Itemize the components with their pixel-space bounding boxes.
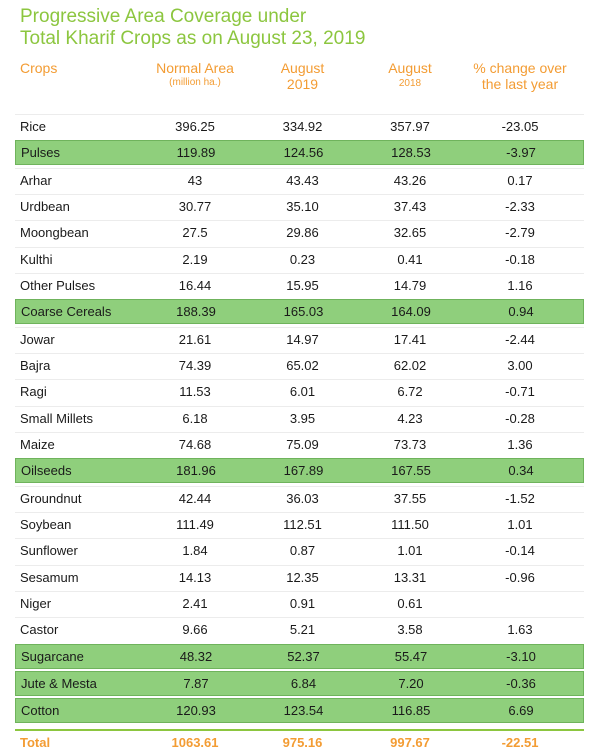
percent-change-cell: -0.71	[505, 384, 535, 400]
table-row-total	[15, 729, 584, 753]
normal-area-cell: 9.66	[182, 622, 208, 638]
august-2018-cell: 4.23	[397, 410, 423, 426]
august-2019-cell: 35.10	[286, 198, 319, 214]
table-row	[15, 194, 584, 219]
header-percent-change	[465, 60, 575, 92]
normal-area-cell: 16.44	[178, 277, 212, 293]
normal-area-cell: 30.77	[178, 198, 212, 214]
header-august-2018	[355, 60, 465, 92]
crop-cell: Kulthi	[20, 251, 53, 267]
august-2018-cell: 116.85	[391, 703, 431, 719]
percent-change-cell: -0.28	[505, 410, 535, 426]
normal-area-cell: 11.53	[179, 384, 211, 400]
table-row	[15, 406, 584, 431]
percent-change-cell: -3.10	[506, 648, 536, 664]
august-2019-cell: 3.95	[289, 410, 316, 426]
percent-change-cell: 1.01	[507, 516, 533, 532]
august-2019-cell: 12.35	[286, 569, 319, 585]
table-row	[15, 617, 584, 642]
header-august-2019-l1: August	[280, 60, 325, 76]
crop-cell: Niger	[20, 595, 52, 611]
percent-change-cell: 0.34	[508, 463, 534, 479]
august-2018-cell: 6.72	[397, 384, 423, 400]
crop-cell: Bajra	[20, 357, 51, 373]
crop-cell: Coarse Cereals	[21, 304, 112, 320]
august-2019-cell: 65.02	[286, 357, 319, 373]
normal-area-cell: 7.87	[183, 675, 209, 691]
normal-area-cell: 43	[187, 172, 203, 188]
august-2019-cell: 0.91	[289, 595, 316, 611]
august-2019-cell: 5.21	[289, 622, 316, 638]
table-row	[15, 247, 584, 272]
crop-cell: Ragi	[20, 384, 47, 400]
august-2018-cell: 0.61	[397, 595, 423, 611]
normal-area-cell: 1.84	[182, 543, 208, 559]
crop-cell: Jowar	[20, 331, 55, 347]
header-crops: Crops	[20, 60, 58, 76]
page-title	[20, 6, 365, 50]
crop-cell: Rice	[20, 119, 47, 134]
august-2018-cell: 13.31	[393, 569, 427, 585]
crop-cell: Sugarcane	[21, 648, 84, 664]
percent-change-cell: -0.96	[505, 569, 535, 585]
title-line-2: Total Kharif Crops as on August 23, 2019	[20, 28, 366, 49]
table-row	[15, 591, 584, 616]
august-2018-cell: 37.43	[393, 198, 427, 214]
normal-area-cell: 120.93	[176, 703, 216, 719]
table-row	[15, 353, 584, 378]
normal-area-cell: 27.5	[182, 225, 208, 241]
august-2018-cell: 0.41	[397, 251, 423, 267]
normal-area-cell: 111.49	[176, 516, 214, 532]
header-august-2019-l2: 2019	[286, 76, 319, 92]
august-2018-cell: 3.58	[397, 622, 423, 638]
august-2018-cell: 164.09	[391, 304, 431, 320]
table-row	[15, 565, 584, 590]
table-row	[15, 379, 584, 404]
table-row	[15, 432, 584, 457]
total-percent-change-cell: -22.51	[501, 735, 539, 751]
percent-change-cell: -2.44	[505, 331, 535, 347]
percent-change-cell: -1.52	[505, 490, 535, 506]
august-2018-cell: 111.50	[391, 516, 429, 532]
august-2018-cell: 55.47	[394, 648, 428, 664]
crop-cell: Moongbean	[20, 225, 89, 241]
table-row	[15, 512, 584, 537]
august-2019-cell: 0.23	[289, 251, 316, 267]
normal-area-cell: 74.39	[178, 357, 212, 373]
percent-change-cell: -0.18	[505, 251, 535, 267]
crop-cell: Groundnut	[20, 490, 82, 506]
august-2018-cell: 167.55	[391, 463, 431, 479]
table-row	[15, 114, 584, 139]
crop-cell: Small Millets	[20, 410, 93, 426]
august-2018-cell: 62.02	[393, 357, 427, 373]
crop-cell: Arhar	[20, 172, 52, 188]
percent-change-cell: 1.36	[507, 436, 533, 452]
table-row	[15, 168, 584, 193]
total-normal-area-cell: 1063.61	[171, 735, 219, 751]
percent-change-cell: -3.97	[506, 145, 536, 161]
normal-area-cell: 2.19	[182, 251, 208, 267]
total-august-2019-cell: 975.16	[282, 735, 323, 751]
percent-change-cell: 1.63	[507, 622, 533, 638]
percent-change-cell: -2.33	[505, 198, 535, 214]
august-2019-cell: 14.97	[286, 331, 319, 347]
august-2019-cell: 6.01	[289, 384, 316, 400]
header-normal-area	[130, 60, 260, 90]
table-row-group	[15, 140, 584, 165]
august-2018-cell: 43.26	[393, 172, 427, 188]
august-2019-cell: 123.54	[283, 703, 324, 719]
normal-area-cell: 2.41	[182, 595, 208, 611]
normal-area-cell: 181.96	[176, 463, 216, 479]
normal-area-cell: 14.13	[178, 569, 212, 585]
august-2018-cell: 14.79	[393, 277, 427, 293]
crop-cell: Maize	[20, 436, 55, 452]
august-2018-cell: 7.20	[398, 675, 424, 691]
normal-area-cell: 48.32	[179, 648, 213, 664]
crop-cell: Castor	[20, 622, 59, 638]
crop-cell: Cotton	[21, 703, 60, 719]
total-crop-cell: Total	[20, 735, 51, 751]
header-normal-area-label: Normal Area	[156, 60, 234, 76]
normal-area-cell: 42.44	[178, 490, 212, 506]
table-row-group	[15, 644, 584, 669]
crop-cell: Oilseeds	[21, 463, 72, 479]
percent-change-cell: -2.79	[505, 225, 535, 241]
august-2019-cell: 36.03	[286, 490, 319, 506]
crop-cell: Urdbean	[20, 198, 70, 214]
crop-cell: Other Pulses	[20, 277, 96, 293]
normal-area-cell: 396.25	[175, 119, 215, 134]
crop-cell: Soybean	[20, 516, 72, 532]
august-2019-cell: 167.89	[283, 463, 324, 479]
august-2019-cell: 29.86	[286, 225, 319, 241]
header-percent-change-l1: % change over	[473, 60, 567, 76]
total-august-2018-cell: 997.67	[390, 735, 430, 751]
table-row-group	[15, 671, 584, 696]
percent-change-cell: -23.05	[501, 119, 539, 134]
august-2019-cell: 0.87	[289, 543, 316, 559]
normal-area-cell: 119.89	[176, 145, 216, 161]
august-2019-cell: 75.09	[286, 436, 319, 452]
percent-change-cell: -0.14	[505, 543, 535, 559]
august-2019-cell: 165.03	[283, 304, 324, 320]
august-2018-cell: 357.97	[390, 119, 430, 134]
normal-area-cell: 21.61	[178, 331, 212, 347]
august-2019-cell: 112.51	[283, 516, 322, 532]
august-2018-cell: 73.73	[393, 436, 427, 452]
table-row-group	[15, 458, 584, 483]
august-2019-cell: 6.84	[290, 675, 317, 691]
table-row	[15, 486, 584, 511]
table-row	[15, 327, 584, 352]
normal-area-cell: 74.68	[178, 436, 212, 452]
normal-area-cell: 188.39	[176, 304, 216, 320]
header-august-2018-l1: August	[388, 60, 432, 76]
august-2019-cell: 52.37	[287, 648, 320, 664]
crop-cell: Sunflower	[20, 543, 78, 559]
august-2018-cell: 32.65	[393, 225, 427, 241]
august-2019-cell: 334.92	[282, 119, 323, 134]
percent-change-cell: 6.69	[508, 703, 534, 719]
august-2018-cell: 17.41	[393, 331, 427, 347]
title-line-1: Progressive Area Coverage under	[20, 6, 307, 27]
percent-change-cell: 3.00	[507, 357, 533, 373]
header-august-2018-l2: 2018	[398, 78, 422, 89]
header-normal-area-unit: (million ha.)	[169, 77, 221, 88]
august-2019-cell: 124.56	[283, 145, 324, 161]
table-row	[15, 273, 584, 298]
august-2018-cell: 1.01	[397, 543, 423, 559]
table-row	[15, 220, 584, 245]
normal-area-cell: 6.18	[182, 410, 208, 426]
august-2019-cell: 15.95	[286, 277, 319, 293]
august-2018-cell: 37.55	[393, 490, 427, 506]
percent-change-cell: 0.94	[508, 304, 534, 320]
percent-change-cell: -0.36	[506, 675, 536, 691]
table-row	[15, 538, 584, 563]
august-2019-cell: 43.43	[286, 172, 319, 188]
table-row-group	[15, 698, 584, 723]
crop-table	[15, 114, 584, 755]
crop-cell: Sesamum	[20, 569, 79, 585]
crop-cell: Pulses	[21, 145, 61, 161]
percent-change-cell: 0.17	[507, 172, 533, 188]
august-2018-cell: 128.53	[391, 145, 431, 161]
table-row-group	[15, 299, 584, 324]
crop-cell: Jute & Mesta	[21, 675, 97, 691]
header-august-2019	[245, 60, 360, 92]
header-percent-change-l2: the last year	[481, 76, 559, 92]
percent-change-cell: 1.16	[507, 277, 533, 293]
